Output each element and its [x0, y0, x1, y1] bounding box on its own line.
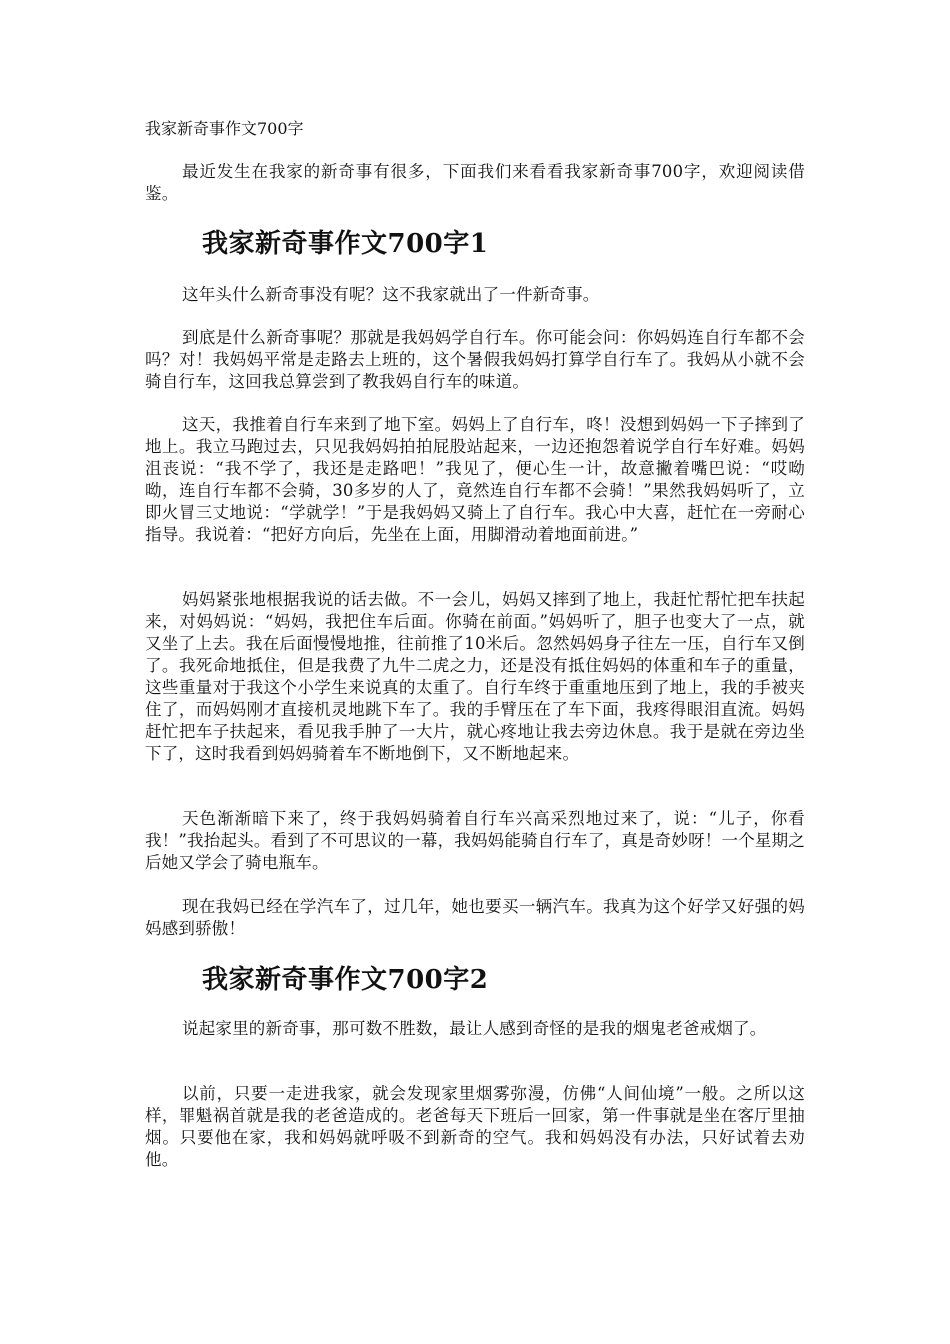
section-1-paragraph: 到底是什么新奇事呢？那就是我妈妈学自行车。你可能会问：你妈妈连自行车都不会吗？对！我妈妈平常是走路去上班的，这个暑假我妈妈打算学自行车了。我妈从小就不会骑自行车，这回我总算尝到了教我妈自行车的味道。	[145, 328, 805, 391]
section-1-heading: 我家新奇事作文700字1	[202, 229, 489, 259]
section-1-paragraph: 天色渐渐暗下来了，终于我妈妈骑着自行车兴高采烈地过来了，说：“儿子，你看我！”我抬起头。看到了不可思议的一幕，我妈妈能骑自行车了，真是奇妙呀！一个星期之后她又学会了骑电瓶车。	[145, 809, 805, 872]
intro-paragraph: 最近发生在我家的新奇事有很多，下面我们来看看我家新奇事700字，欢迎阅读借鉴。	[145, 162, 805, 203]
section-1-paragraph: 这年头什么新奇事没有呢？这不我家就出了一件新奇事。	[182, 285, 600, 304]
section-1-paragraph: 妈妈紧张地根据我说的话去做。不一会儿，妈妈又摔到了地上，我赶忙帮忙把车扶起来，对妈妈说：“妈妈，我把住车后面。你骑在前面。”妈妈听了，胆子也变大了一点，就又坐了上去。我在后面慢慢地推，往前推了10米后。忽然妈妈身子往左一压，自行车又倒了。我死命地抵住，但是我费了九牛二虎之力，还是没有抵住妈妈的体重和车子的重量，这些重量对于我这个小学生来说真的太重了。自行车终于重重地压到了地上，我的手被夹住了，而妈妈刚才直接机灵地跳下车了。我的手臂压在了车下面，我疼得眼泪直流。妈妈赶忙把车子扶起来，看见我手肿了一大片，就心疼地让我去旁边休息。我于是就在旁边坐下了，这时我看到妈妈骑着车不断地倒下，又不断地起来。	[145, 590, 805, 763]
section-1-paragraph: 现在我妈已经在学汽车了，过几年，她也要买一辆汽车。我真为这个好学又好强的妈妈感到骄傲！	[145, 897, 805, 938]
section-1-paragraph: 这天，我推着自行车来到了地下室。妈妈上了自行车，咚！没想到妈妈一下子摔到了地上。我立马跑过去，只见我妈妈拍拍屁股站起来，一边还抱怨着说学自行车好难。妈妈沮丧说：“我不学了，我还是走路吧！”我见了，便心生一计，故意撇着嘴巴说：“哎呦呦，连自行车都不会骑，30多岁的人了，竟然连自行车都不会骑！”果然我妈妈听了，立即火冒三丈地说：“学就学！”于是我妈妈又骑上了自行车。我心中大喜，赶忙在一旁耐心指导。我说着：“把好方向后，先坐在上面，用脚滑动着地面前进。”	[145, 415, 805, 544]
document-title: 我家新奇事作文700字	[145, 119, 304, 138]
section-2-heading: 我家新奇事作文700字2	[202, 965, 489, 995]
section-2-paragraph: 说起家里的新奇事，那可数不胜数，最让人感到奇怪的是我的烟鬼老爸戒烟了。	[182, 1019, 767, 1038]
section-2-paragraph: 以前，只要一走进我家，就会发现家里烟雾弥漫，仿佛“人间仙境”一般。之所以这样，罪魁祸首就是我的老爸造成的。老爸每天下班后一回家，第一件事就是坐在客厅里抽烟。只要他在家，我和妈妈就呼吸不到新奇的空气。我和妈妈没有办法，只好试着去劝他。	[145, 1084, 805, 1169]
